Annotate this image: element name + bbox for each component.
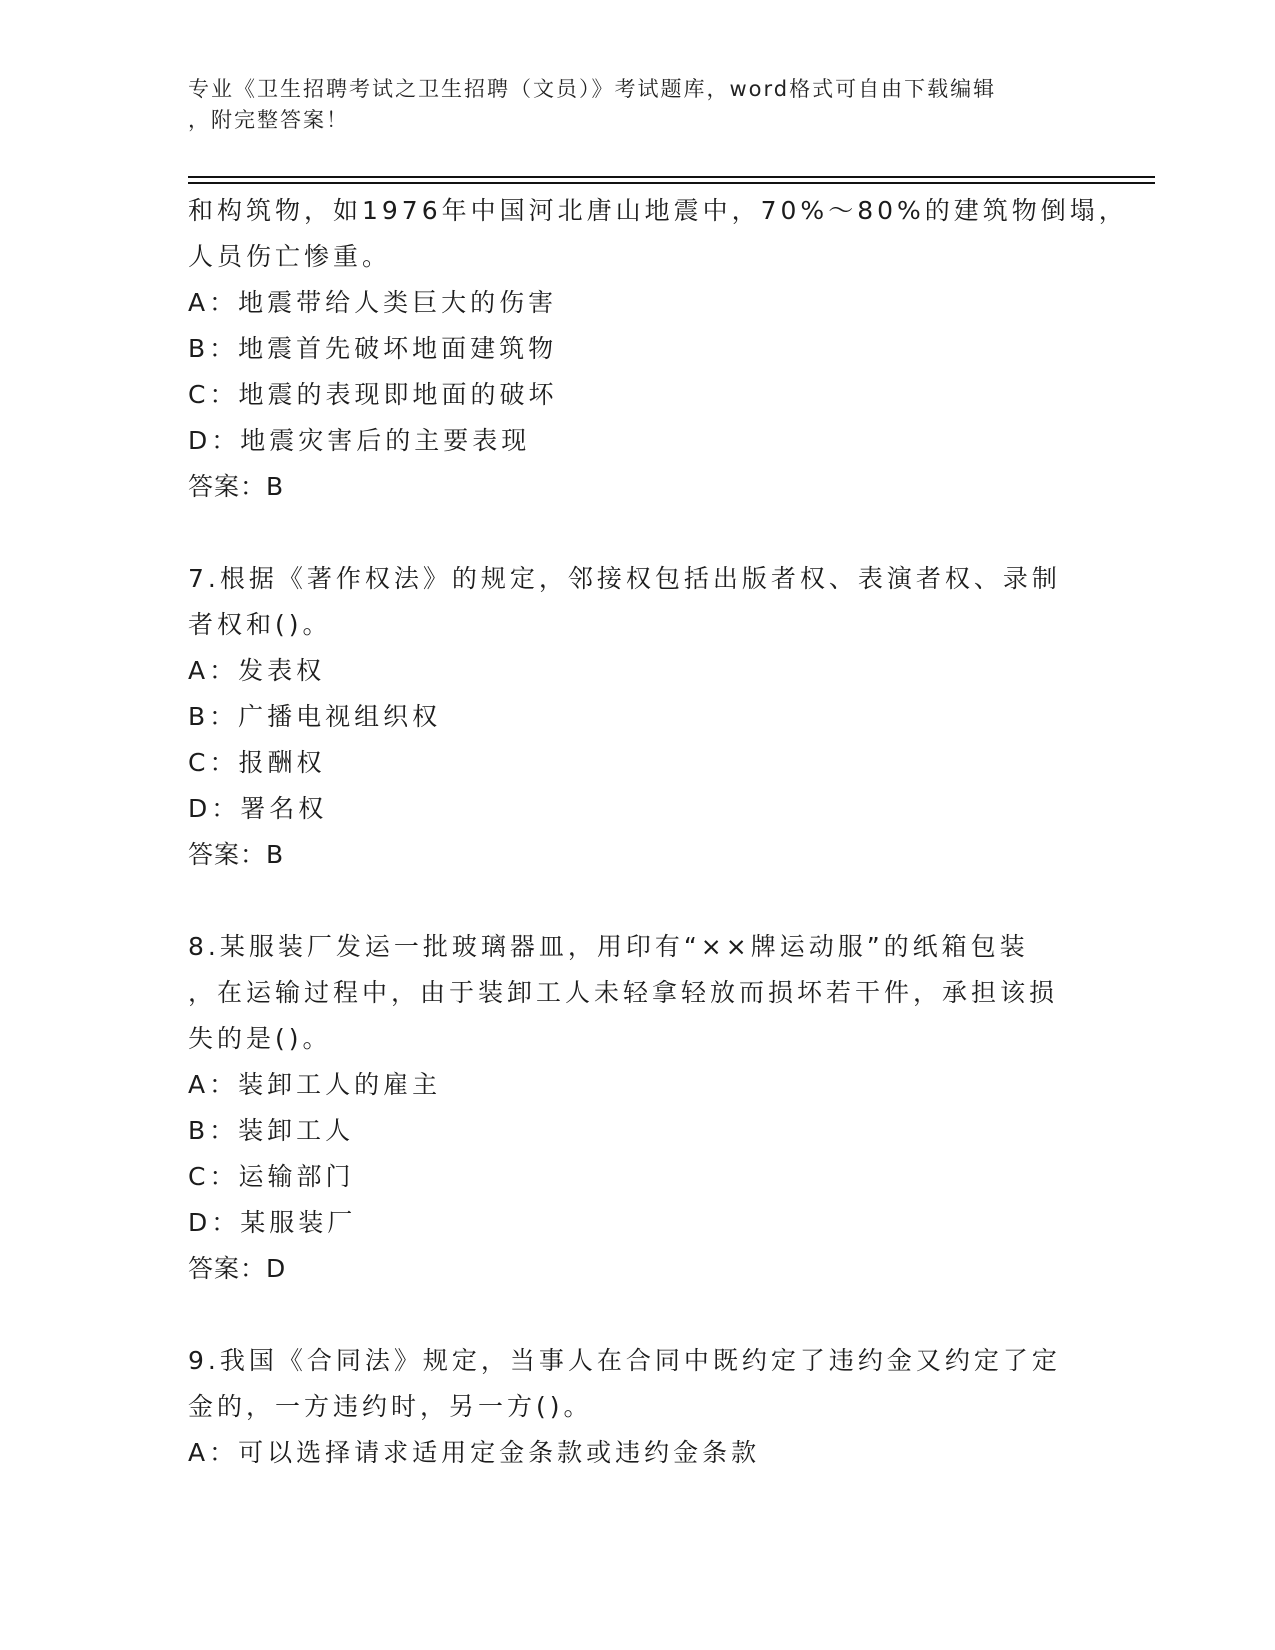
question-8 — [188, 924, 1088, 1292]
question-text-line: 金的，一方违约时，另一方()。 — [188, 1392, 593, 1421]
answer-label: 答案：D — [188, 1254, 287, 1283]
document-body — [188, 188, 1128, 1476]
spacer — [188, 510, 1088, 556]
question-text-line: 9.我国《合同法》规定，当事人在合同中既约定了违约金又约定了定 — [188, 1346, 1061, 1375]
option-a: A：地震带给人类巨大的伤害 — [188, 288, 558, 317]
answer-label: 答案：B — [188, 472, 285, 501]
spacer — [188, 878, 1088, 924]
question-text-line: 7.根据《著作权法》的规定，邻接权包括出版者权、表演者权、录制 — [188, 564, 1061, 593]
question-text-line: 失的是()。 — [188, 1024, 332, 1053]
answer-label: 答案：B — [188, 840, 285, 869]
question-text-line: 和构筑物，如1976年中国河北唐山地震中，70%～80%的建筑物倒塌， — [188, 196, 1128, 225]
page-header — [188, 74, 1088, 136]
question-text-line: 8.某服装厂发运一批玻璃器皿，用印有“××牌运动服”的纸箱包装 — [188, 932, 1029, 961]
option-c: C：地震的表现即地面的破坏 — [188, 380, 558, 409]
header-divider-top — [188, 176, 1155, 178]
question-text-line: 者权和()。 — [188, 610, 332, 639]
option-c: C：报酬权 — [188, 748, 326, 777]
option-c: C：运输部门 — [188, 1162, 355, 1191]
option-a: A：装卸工人的雇主 — [188, 1070, 442, 1099]
header-line-2: ，附完整答案！ — [188, 108, 349, 132]
option-b: B：地震首先破坏地面建筑物 — [188, 334, 558, 363]
spacer — [188, 1292, 1088, 1338]
option-d: D：某服装厂 — [188, 1208, 357, 1237]
question-7 — [188, 556, 1088, 878]
header-divider-bottom — [188, 182, 1155, 184]
option-d: D：署名权 — [188, 794, 328, 823]
option-b: B：装卸工人 — [188, 1116, 355, 1145]
option-a: A：可以选择请求适用定金条款或违约金条款 — [188, 1438, 761, 1467]
option-b: B：广播电视组织权 — [188, 702, 442, 731]
question-9 — [188, 1338, 1088, 1476]
header-line-1: 专业《卫生招聘考试之卫生招聘（文员）》考试题库，word格式可自由下载编辑 — [188, 77, 997, 101]
question-text-line: ，在运输过程中，由于装卸工人未轻拿轻放而损坏若干件，承担该损 — [188, 978, 1059, 1007]
question-text-line: 人员伤亡惨重。 — [188, 242, 392, 271]
question-6-continuation — [188, 188, 1128, 510]
option-a: A：发表权 — [188, 656, 326, 685]
option-d: D：地震灾害后的主要表现 — [188, 426, 531, 455]
